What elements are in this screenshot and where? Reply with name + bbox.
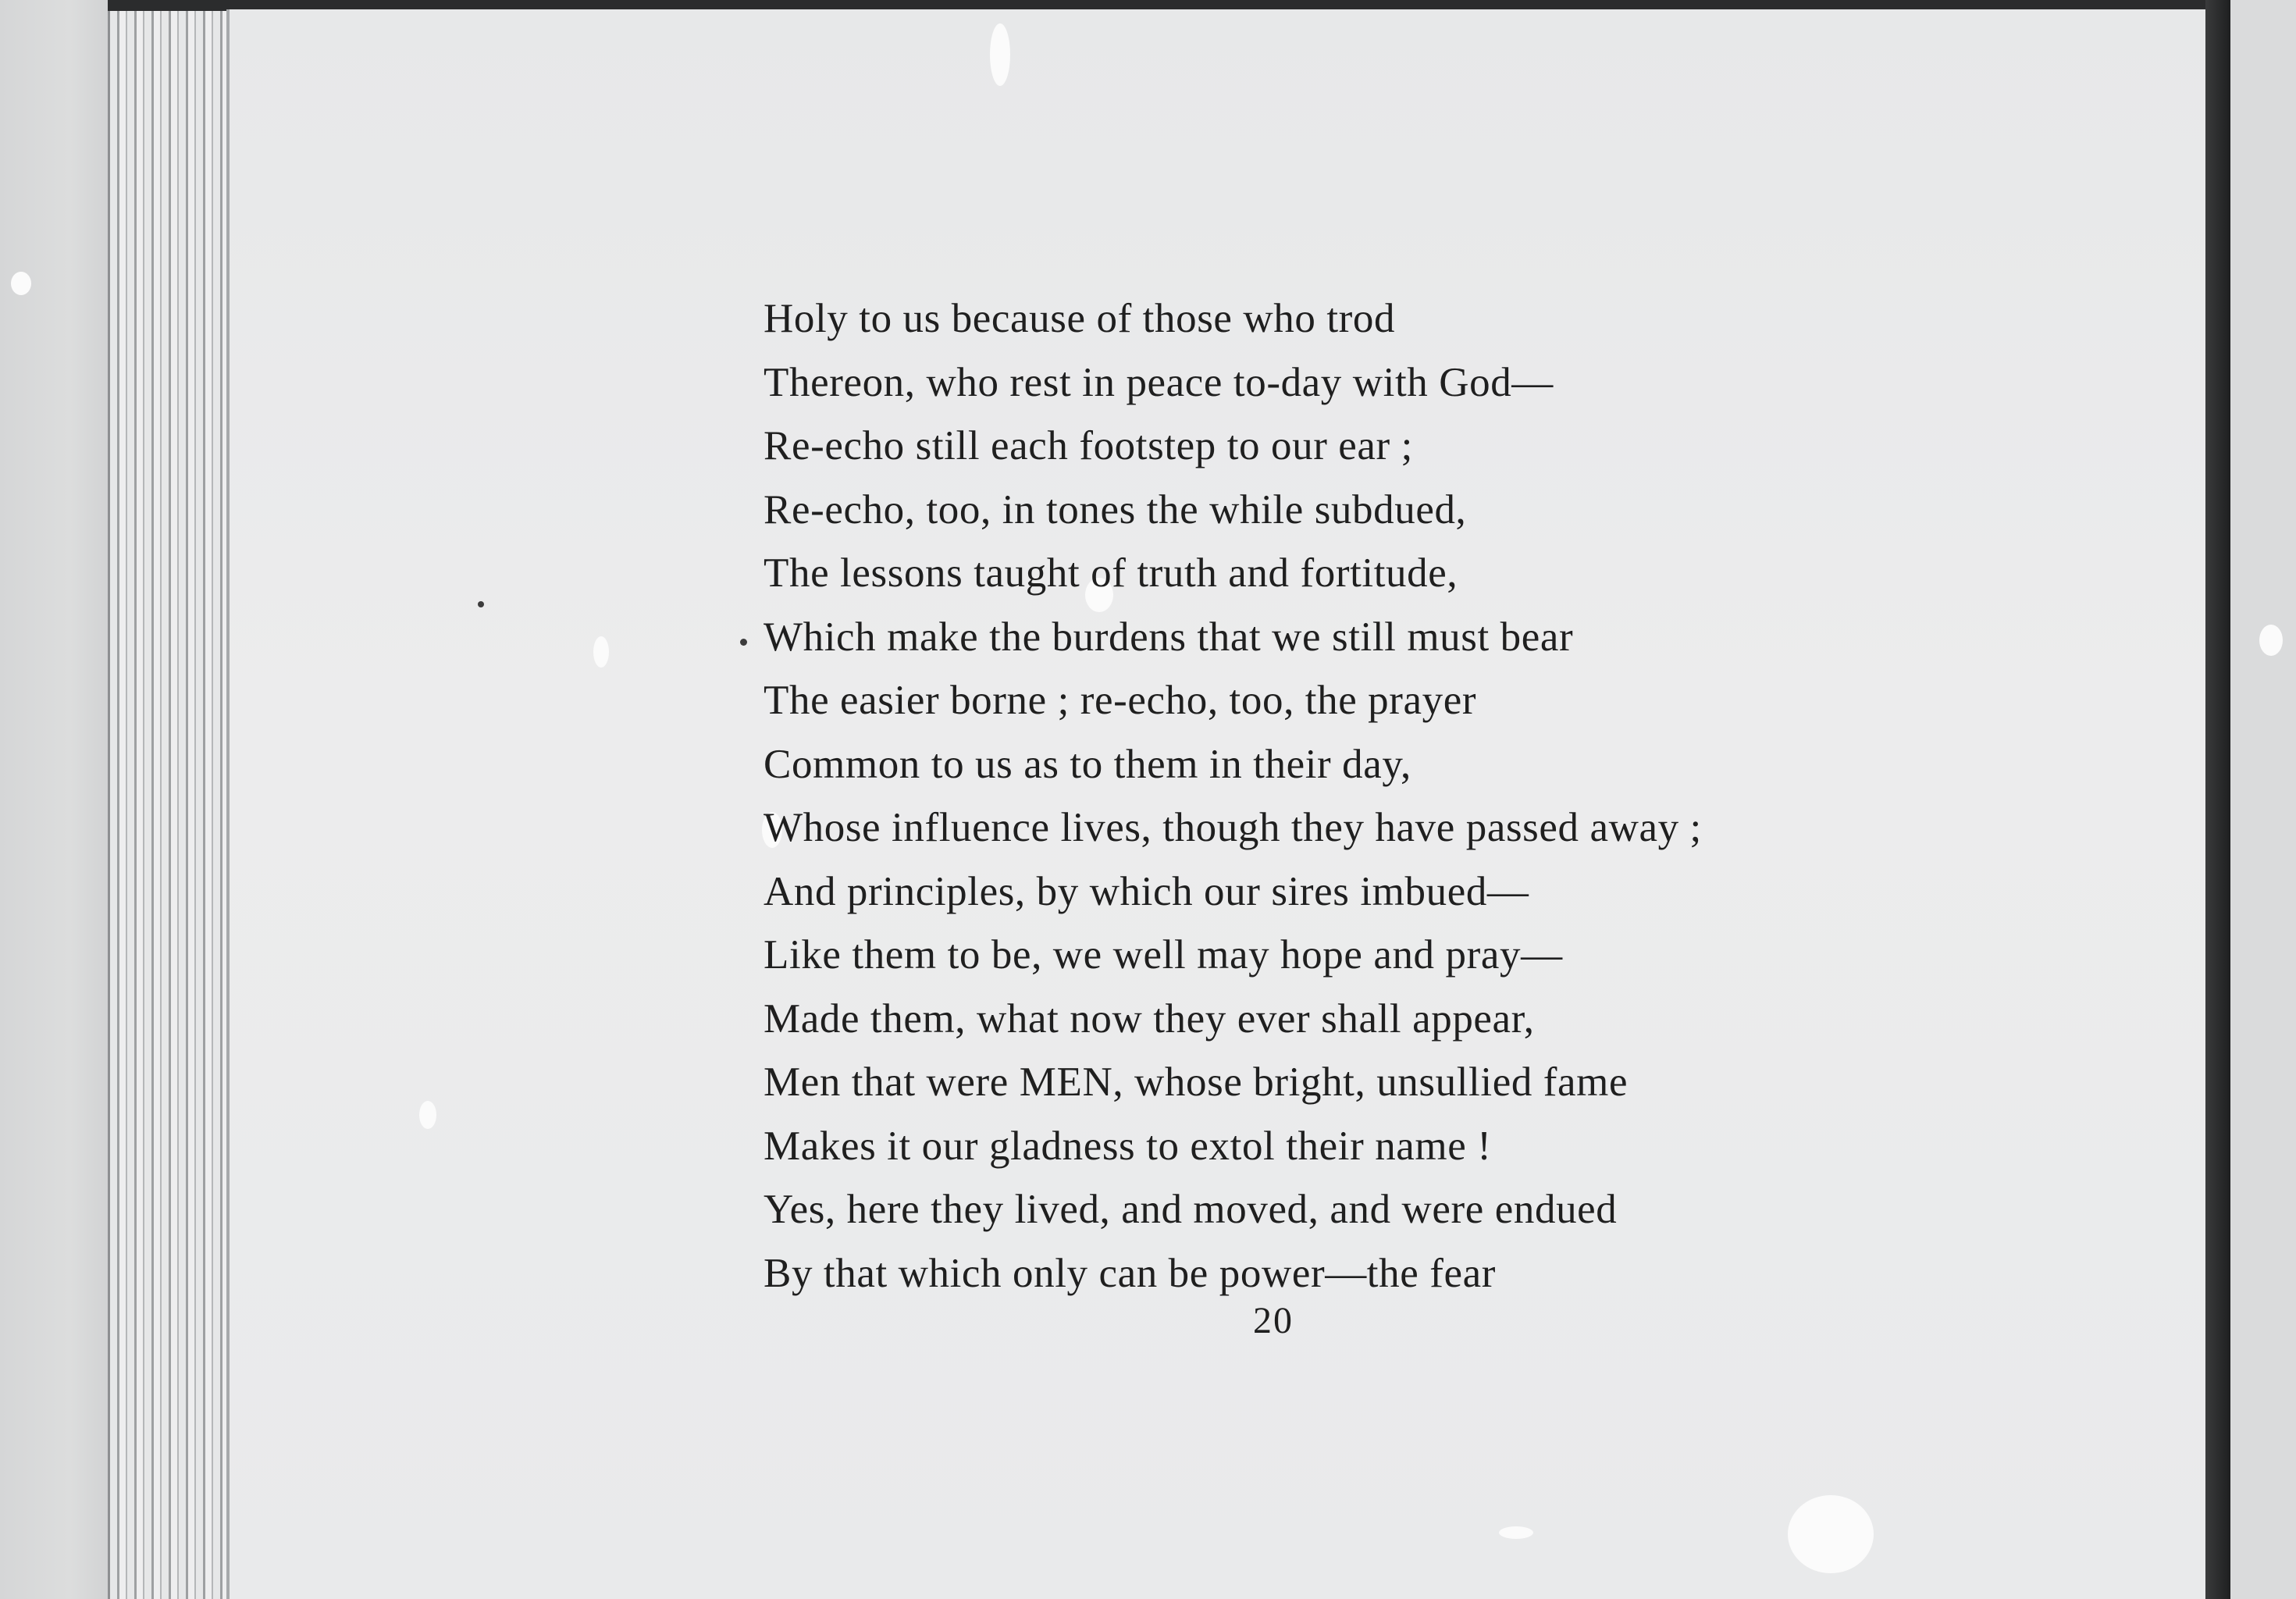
poem-line: Made them, what now they ever shall appear, bbox=[764, 995, 1535, 1042]
poem-line: Yes, here they lived, and moved, and were endued bbox=[764, 1187, 1618, 1232]
poem-stanza bbox=[764, 287, 1702, 1305]
poem-line: Holy to us because of those who trod bbox=[764, 296, 1396, 341]
scan-speck bbox=[419, 1101, 436, 1129]
poem-line: And principles, by which our sires imbued— bbox=[764, 868, 1529, 914]
scan-speck bbox=[593, 636, 609, 668]
poem-line: Common to us as to them in their day, bbox=[764, 741, 1411, 787]
page-number: 20 bbox=[1253, 1300, 1294, 1341]
book-page-edges bbox=[108, 8, 243, 1599]
scan-speck bbox=[11, 272, 31, 295]
scan-speck bbox=[2259, 625, 2283, 656]
scan-speck bbox=[1499, 1526, 1533, 1539]
poem-line: The easier borne ; re-echo, too, the prayer bbox=[764, 678, 1477, 723]
poem-line: Re-echo still each footstep to our ear ; bbox=[764, 423, 1413, 468]
poem-line: Men that were MEN, whose bright, unsullied fame bbox=[764, 1059, 1629, 1105]
poem-line: Re-echo, too, in tones the while subdued, bbox=[764, 486, 1467, 532]
poem-line: By that which only can be power—the fear bbox=[764, 1250, 1496, 1296]
right-page-shadow bbox=[2205, 0, 2230, 1599]
poem-line: Whose influence lives, though they have passed away ; bbox=[764, 805, 1702, 850]
scan-dot bbox=[740, 639, 747, 646]
left-margin-background bbox=[0, 0, 117, 1599]
poem-line: The lessons taught of truth and fortitude, bbox=[764, 550, 1458, 596]
poem-line: Makes it our gladness to extol their name ! bbox=[764, 1123, 1492, 1169]
scan-dot bbox=[478, 601, 484, 607]
right-margin-background bbox=[2230, 0, 2296, 1599]
poem-line: Like them to be, we well may hope and pray— bbox=[764, 932, 1563, 978]
scan-speck bbox=[990, 23, 1010, 86]
poem-line: Which make the burdens that we still must bear bbox=[764, 614, 1574, 660]
scan-speck bbox=[1788, 1495, 1874, 1573]
poem-line: Thereon, who rest in peace to-day with God— bbox=[764, 359, 1554, 405]
